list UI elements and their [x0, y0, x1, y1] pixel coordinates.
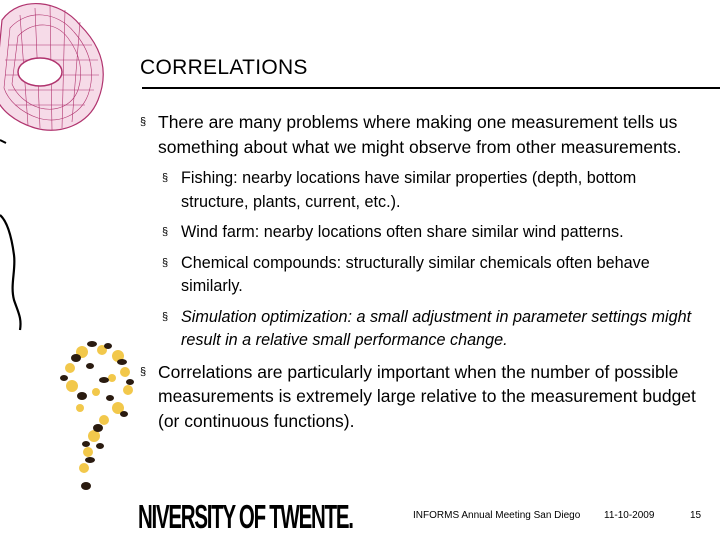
slide-title: CORRELATIONS	[140, 56, 308, 79]
footer-event: INFORMS Annual Meeting San Diego	[413, 510, 581, 521]
square-bullet-icon: §	[162, 256, 169, 269]
square-bullet-icon: §	[140, 365, 147, 378]
sub-bullet-item	[162, 221, 700, 245]
page-number: 15	[690, 510, 702, 521]
dotted-figure-graphic	[60, 341, 134, 490]
square-bullet-icon: §	[162, 226, 169, 238]
sub-bullet-text: Wind farm: nearby locations often share similar wind patterns.	[181, 223, 624, 241]
sub-bullet-item	[162, 252, 700, 299]
title-divider	[142, 87, 720, 89]
sub-bullet-text: Chemical compounds: structurally similar chemicals often behave similarly.	[181, 253, 650, 295]
curve-line-graphic	[0, 215, 21, 330]
sub-bullet-item	[162, 306, 700, 353]
sub-bullet-text: Simulation optimization: a small adjustment in parameter settings might result in a relative small performance change.	[181, 307, 692, 349]
footer-date: 11-10-2009	[604, 510, 655, 521]
square-bullet-icon: §	[140, 116, 147, 128]
mesh-blob-graphic	[0, 4, 103, 131]
bullet-item	[140, 110, 700, 159]
university-logo: NIVERSITY OF TWENTE.	[138, 498, 353, 535]
sub-bullet-text: Fishing: nearby locations have similar properties (depth, bottom structure, plants, current, etc.).	[181, 169, 637, 211]
bullet-text: There are many problems where making one measurement tells us something about what we might observe from other measurements.	[158, 112, 682, 157]
bullet-item	[140, 360, 700, 434]
square-bullet-icon: §	[162, 310, 169, 323]
sub-bullet-item	[162, 167, 700, 214]
slide-body	[140, 110, 700, 441]
square-bullet-icon: §	[162, 172, 169, 184]
bullet-text: Correlations are particularly important when the number of possible measurements is extremely large relative to the measurement budget (or continuous functions).	[158, 361, 696, 431]
